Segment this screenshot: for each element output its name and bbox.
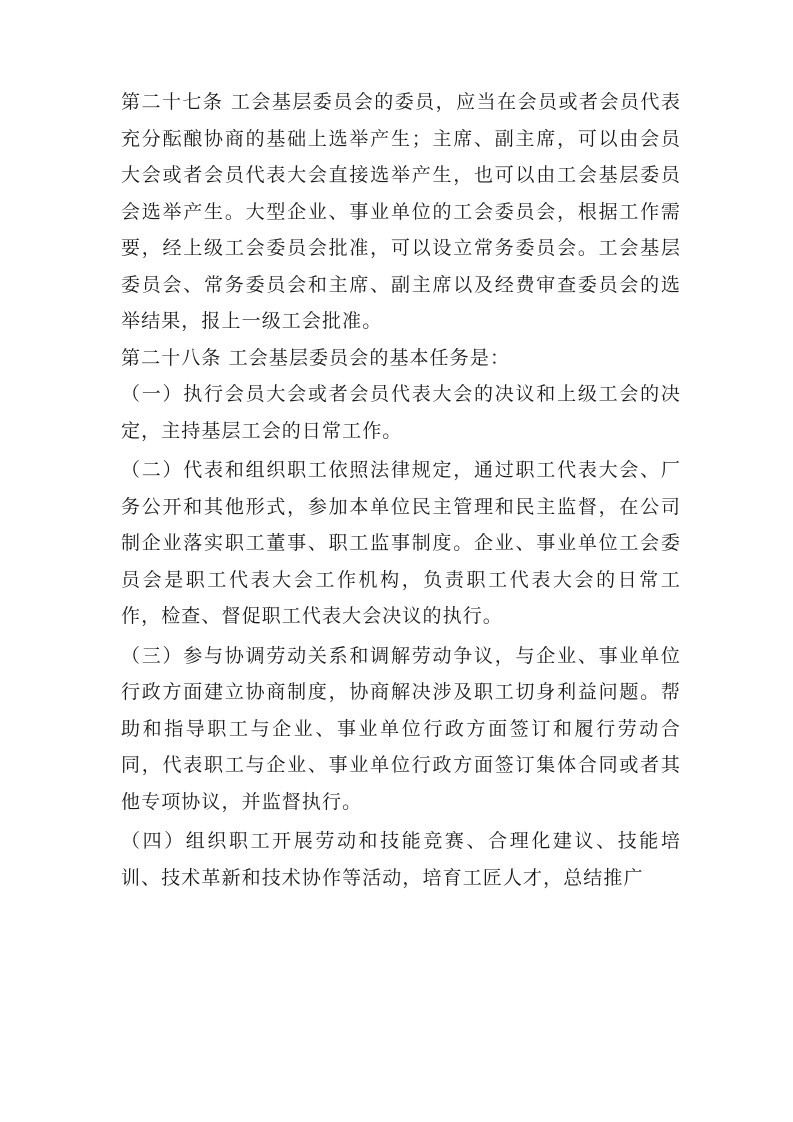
task-item-1: （一）执行会员大会或者会员代表大会的决议和上级工会的决定，主持基层工会的日常工作。	[121, 383, 681, 442]
article-27-paragraph: 第二十七条 工会基层委员会的委员，应当在会员或者会员代表充分酝酿协商的基础上选举产生；主席、副主席，可以由会员大会或者会员代表大会直接选举产生，也可以由工会基层委员会选举产生。大型企业、事业单位的工会委员会，根据工作需要，经上级工会委员会批准，可以设立常务委员会。工会基层委员会、常务委员会和主席、副主席以及经费审查委员会的选举结果，报上一级工会批准。	[121, 91, 681, 332]
task-item-3: （三）参与协调劳动关系和调解劳动争议，与企业、事业单位行政方面建立协商制度，协商解决涉及职工切身利益问题。帮助和指导职工与企业、事业单位行政方面签订和履行劳动合同，代表职工与企业、事业单位行政方面签订集体合同或者其他专项协议，并监督执行。	[121, 644, 681, 813]
task-item-2: （二）代表和组织职工依照法律规定，通过职工代表大会、厂务公开和其他形式，参加本单位民主管理和民主监督，在公司制企业落实职工董事、职工监事制度。企业、事业单位工会委员会是职工代表大会工作机构，负责职工代表大会的日常工作，检查、督促职工代表大会决议的执行。	[121, 459, 681, 627]
document-body	[121, 84, 681, 896]
task-item-4: （四）组织职工开展劳动和技能竞赛、合理化建议、技能培训、技术革新和技术协作等活动，培育工匠人才，总结推广	[121, 830, 681, 889]
article-28-heading: 第二十八条 工会基层委员会的基本任务是：	[121, 346, 511, 369]
